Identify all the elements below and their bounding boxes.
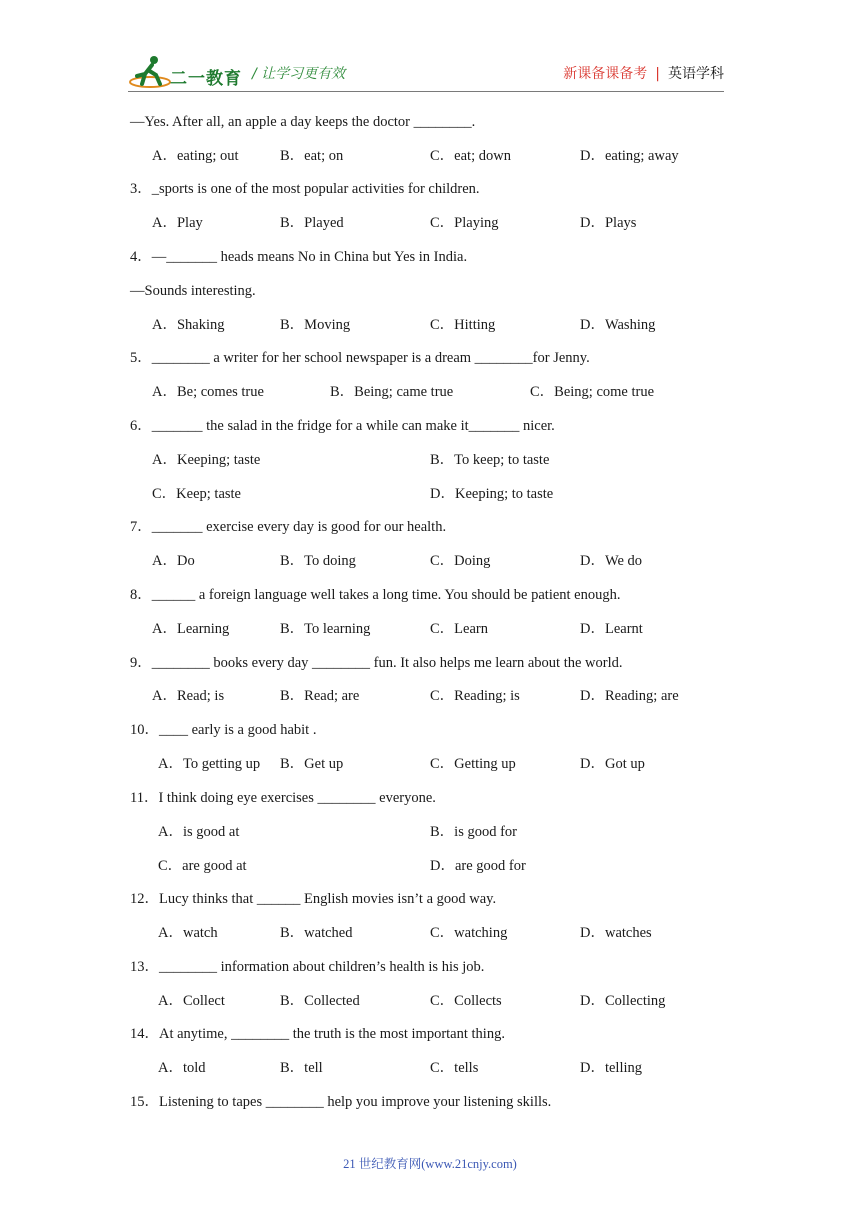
question-text: 4．—_______ heads means No in China but Yes in India. — [130, 249, 468, 265]
option-a: A．Learning — [152, 621, 230, 637]
option-d: D．telling — [580, 1060, 643, 1076]
option-a: A．Do — [152, 553, 195, 569]
option-d: D．eating; away — [580, 148, 679, 164]
option-b: B．tell — [280, 1060, 323, 1076]
header-subject-label: 英语学科 — [668, 66, 724, 82]
header-course-label: 新课备课备考 — [563, 66, 648, 82]
question-text: 11．I think doing eye exercises ________ everyone. — [130, 790, 436, 806]
option-c: C．Reading; is — [430, 688, 520, 704]
question-text: 9．________ books every day ________ fun. It also helps me learn about the world. — [130, 655, 623, 671]
option-b: B．Played — [280, 215, 344, 231]
question-text: 10．____ early is a good habit . — [130, 722, 317, 738]
option-d: D．watches — [580, 925, 652, 941]
option-b: B．eat; on — [280, 148, 344, 164]
option-a: A．eating; out — [152, 148, 239, 164]
option-d: D．are good for — [430, 858, 526, 874]
option-c: C．Collects — [430, 993, 502, 1009]
logo-text: 二一教育 — [170, 69, 242, 89]
question-text: 3．_sports is one of the most popular activities for children. — [130, 181, 480, 197]
option-a: A．watch — [158, 925, 218, 941]
runner-logo-icon — [128, 54, 172, 90]
question-text: —Sounds interesting. — [130, 283, 256, 299]
option-b: B．To learning — [280, 621, 371, 637]
option-b: B．Collected — [280, 993, 360, 1009]
option-c: C．Doing — [430, 553, 491, 569]
logo — [128, 54, 248, 90]
option-d: D．Reading; are — [580, 688, 679, 704]
option-d: D．Got up — [580, 756, 645, 772]
option-c: C．Playing — [430, 215, 499, 231]
option-a: A．Play — [152, 215, 203, 231]
question-text: 12．Lucy thinks that ______ English movies isn’t a good way. — [130, 891, 497, 907]
option-c: C．eat; down — [430, 148, 511, 164]
question-text: 6．_______ the salad in the fridge for a while can make it_______ nicer. — [130, 418, 555, 434]
option-b: B．Moving — [280, 317, 351, 333]
option-d: D．We do — [580, 553, 643, 569]
header-divider — [128, 91, 724, 92]
option-b: B．Being; came true — [330, 384, 454, 400]
question-text: 14．At anytime, ________ the truth is the most important thing. — [130, 1026, 505, 1042]
option-a: A．Keeping; taste — [152, 452, 261, 468]
option-d: D．Learnt — [580, 621, 643, 637]
header-subject — [563, 63, 724, 83]
option-d: D．Keeping; to taste — [430, 486, 554, 502]
question-text: 7．_______ exercise every day is good for our health. — [130, 519, 447, 535]
option-b: B．Read; are — [280, 688, 360, 704]
option-b: B．watched — [280, 925, 353, 941]
option-d: D．Washing — [580, 317, 656, 333]
option-b: B．To keep; to taste — [430, 452, 550, 468]
option-a: A．told — [158, 1060, 206, 1076]
question-text: —Yes. After all, an apple a day keeps the doctor ________. — [130, 114, 476, 130]
option-c: C．are good at — [158, 858, 247, 874]
option-b: B．To doing — [280, 553, 356, 569]
header-separator: | — [655, 66, 660, 82]
option-a: A．Read; is — [152, 688, 225, 704]
page-footer: 21 世纪教育网(www.21cnjy.com) — [343, 1157, 517, 1171]
option-a: A．Collect — [158, 993, 225, 1009]
option-d: D．Plays — [580, 215, 637, 231]
question-text: 13．________ information about children’s health is his job. — [130, 959, 485, 975]
option-a: A．Be; comes true — [152, 384, 264, 400]
option-c: C．Hitting — [430, 317, 496, 333]
option-c: C．tells — [430, 1060, 479, 1076]
option-c: C．Learn — [430, 621, 488, 637]
slogan: / 让学习更有效 — [252, 66, 346, 82]
option-c: C．Getting up — [430, 756, 516, 772]
question-text: 5．________ a writer for her school newspaper is a dream ________for Jenny. — [130, 350, 590, 366]
option-a: A．To getting up — [158, 756, 261, 772]
option-b: B．is good for — [430, 824, 517, 840]
option-d: D．Collecting — [580, 993, 666, 1009]
option-a: A．is good at — [158, 824, 240, 840]
option-b: B．Get up — [280, 756, 344, 772]
page-header — [128, 54, 724, 92]
option-a: A．Shaking — [152, 317, 225, 333]
option-c: C．Being; come true — [530, 384, 655, 400]
question-text: 15．Listening to tapes ________ help you improve your listening skills. — [130, 1094, 552, 1110]
option-c: C．Keep; taste — [152, 486, 241, 502]
option-c: C．watching — [430, 925, 508, 941]
question-text: 8．______ a foreign language well takes a long time. You should be patient enough. — [130, 587, 621, 603]
